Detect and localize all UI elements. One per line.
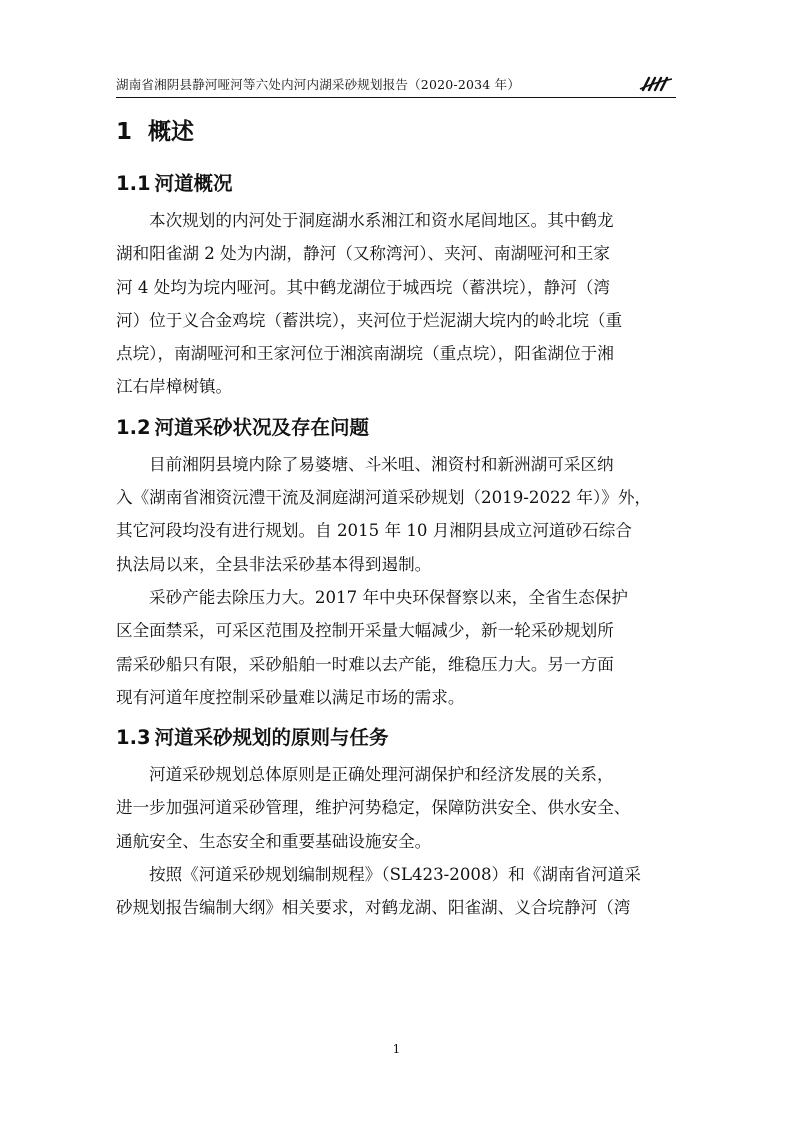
section-number: 1.2 xyxy=(116,415,151,439)
paragraph-line: 需采砂船只有限，采砂船舶一时难以去产能，维稳压力大。另一方面 xyxy=(116,654,614,674)
paragraph-line: 其它河段均没有进行规划。自 2015 年 10 月湘阴县成立河道砂石综合 xyxy=(116,521,632,541)
paragraph-line: 湖和阳雀湖 2 处为内湖，静河（又称湾河）、夹河、南湖哑河和王家 xyxy=(116,244,611,264)
paragraph-line: 砂规划报告编制大纲》相关要求，对鹤龙湖、阳雀湖、义合垸静河（湾 xyxy=(116,898,631,918)
paragraph-line: 区全面禁采，可采区范围及控制开采量大幅减少，新一轮采砂规划所 xyxy=(116,621,614,641)
paragraph xyxy=(116,758,678,858)
paragraph-line: 目前湘阴县境内除了易婆塘、斗米咀、湘资村和新洲湖可采区纳 xyxy=(149,454,614,474)
running-header xyxy=(116,74,676,98)
paragraph-line: 现有河道年度控制采砂量难以满足市场的需求。 xyxy=(116,687,465,707)
paragraph-line: 执法局以来，全县非法采砂基本得到遏制。 xyxy=(116,554,432,574)
section-heading xyxy=(116,166,678,202)
paragraph-line: 通航安全、生态安全和重要基础设施安全。 xyxy=(116,831,432,851)
main-content xyxy=(116,112,678,925)
chapter-title: 概述 xyxy=(148,119,195,145)
paragraph-line: 按照《河道采砂规划编制规程》（SL423-2008）和《湖南省河道采 xyxy=(149,865,641,885)
section-title: 河道采砂状况及存在问题 xyxy=(154,415,370,439)
header-rule xyxy=(116,97,676,98)
paragraph xyxy=(116,858,678,925)
paragraph-line: 进一步加强河道采砂管理，维护河势稳定，保障防洪安全、供水安全、 xyxy=(116,798,631,818)
hh-logo-icon xyxy=(638,74,674,94)
paragraph xyxy=(116,204,678,404)
header-title: 湖南省湘阴县静河哑河等六处内河内湖采砂规划报告（2020-2034 年） xyxy=(116,77,521,92)
section-heading xyxy=(116,720,678,756)
paragraph xyxy=(116,581,678,714)
paragraph-line: 本次规划的内河处于洞庭湖水系湘江和资水尾闾地区。其中鹤龙 xyxy=(149,211,614,230)
section-heading xyxy=(116,410,678,446)
page-number: 1 xyxy=(392,1042,401,1056)
paragraph-line: 河）位于义合金鸡垸（蓄洪垸），夹河位于烂泥湖大垸内的岭北垸（重 xyxy=(116,310,623,330)
section-number: 1.3 xyxy=(116,726,151,750)
chapter-number: 1 xyxy=(116,119,133,145)
chapter-heading xyxy=(116,112,678,152)
paragraph-line: 河道采砂规划总体原则是正确处理河湖保护和经济发展的关系， xyxy=(149,765,614,785)
section-title: 河道采砂规划的原则与任务 xyxy=(154,726,389,750)
paragraph-line: 入《湖南省湘资沅澧干流及洞庭湖河道采砂规划（2019-2022 年）》外， xyxy=(116,488,652,508)
paragraph-line: 采砂产能去除压力大。2017 年中央环保督察以来，全省生态保护 xyxy=(149,587,628,607)
section-title: 河道概况 xyxy=(154,172,233,195)
paragraph-line: 点垸），南湖哑河和王家河位于湘滨南湖垸（重点垸），阳雀湖位于湘 xyxy=(116,344,614,364)
paragraph-line: 江右岸樟树镇。 xyxy=(116,377,233,397)
paragraph xyxy=(116,448,678,581)
paragraph-line: 河 4 处均为垸内哑河。其中鹤龙湖位于城西垸（蓄洪垸），静河（湾 xyxy=(116,277,611,297)
section-number: 1.1 xyxy=(116,172,151,195)
